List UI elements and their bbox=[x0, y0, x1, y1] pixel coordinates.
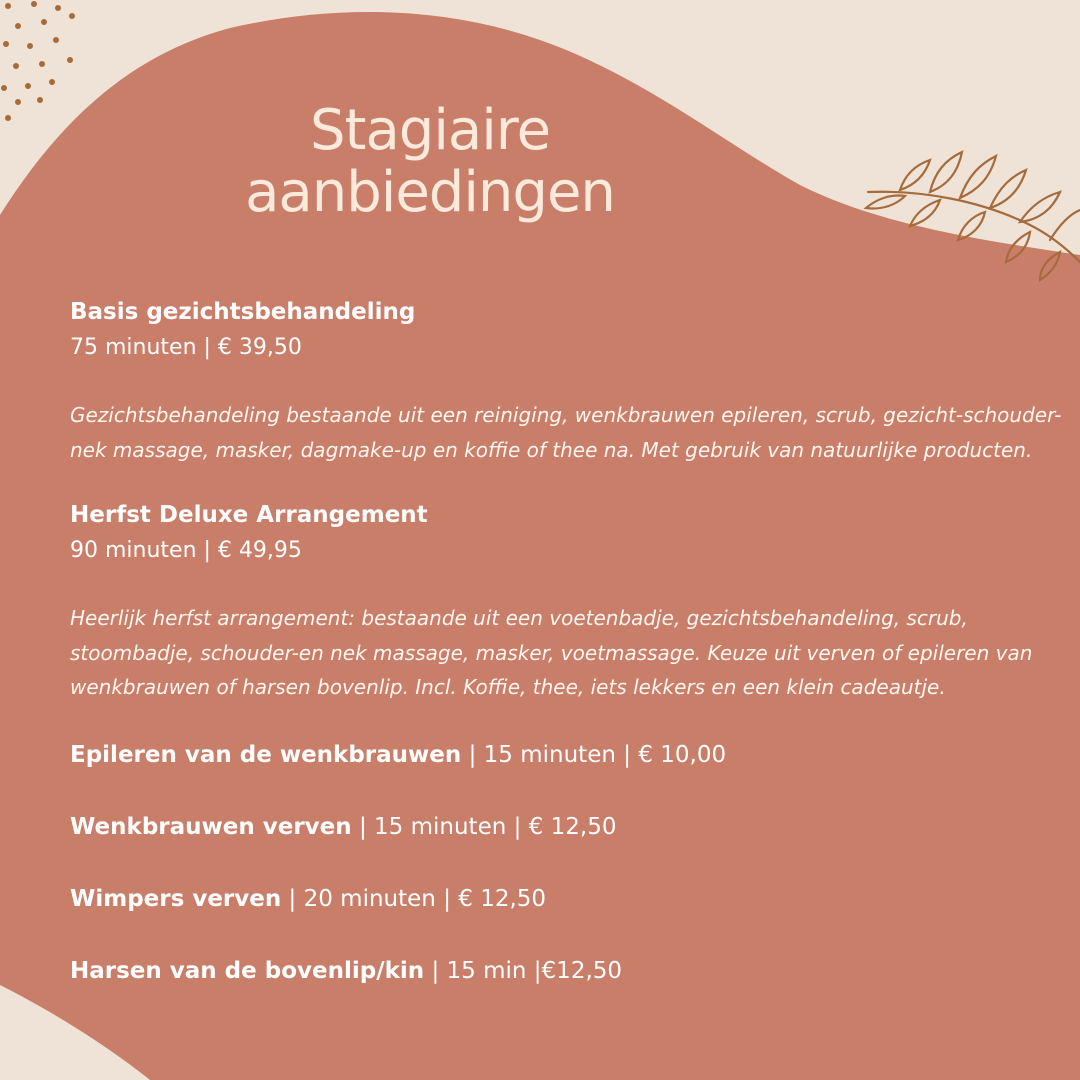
treatment-description: Gezichtsbehandeling bestaande uit een reiniging, wenkbrauwen epileren, scrub, gezicht-schouder-nek massage, masker, dagmake-up en koffie of thee na. Met gebruik van natuurlijke producten. bbox=[70, 403, 1062, 462]
title-line-1: Stagiaire bbox=[309, 98, 551, 163]
title-line-2: aanbiedingen bbox=[245, 160, 615, 225]
single-treatment-detail: | 15 min |€12,50 bbox=[424, 957, 623, 984]
single-treatment-detail: | 15 minuten | € 10,00 bbox=[461, 741, 727, 768]
single-treatment bbox=[70, 953, 1070, 989]
page-title bbox=[120, 100, 740, 224]
treatment-list bbox=[70, 294, 1070, 989]
single-treatment bbox=[70, 737, 1070, 773]
single-treatment-name: Wenkbrauwen verven bbox=[70, 813, 352, 840]
treatment-duration-price: 75 minuten | € 39,50 bbox=[70, 335, 302, 360]
single-treatment bbox=[70, 809, 1070, 845]
single-treatment-name: Epileren van de wenkbrauwen bbox=[70, 741, 462, 768]
single-treatment-name: Harsen van de bovenlip/kin bbox=[70, 957, 425, 984]
single-treatment-name: Wimpers verven bbox=[70, 885, 282, 912]
single-treatment-detail: | 20 minuten | € 12,50 bbox=[281, 885, 547, 912]
treatment-name: Basis gezichtsbehandeling bbox=[70, 299, 416, 325]
treatment-duration-price: 90 minuten | € 49,95 bbox=[70, 538, 302, 563]
treatment-description: Heerlijk herfst arrangement: bestaande uit een voetenbadje, gezichtsbehandeling, scrub, stoombadje, schouder-en nek massage, masker, voetmassage. Keuze uit verven of epileren van wenkbrauwen of harsen bovenlip. Incl. Koffie, thee, iets lekkers en een klein cadeautje. bbox=[70, 606, 1033, 699]
dot-pattern-icon bbox=[1, 1, 75, 121]
single-treatment bbox=[70, 881, 1070, 917]
treatment-name: Herfst Deluxe Arrangement bbox=[70, 502, 428, 528]
single-treatment-detail: | 15 minuten | € 12,50 bbox=[351, 813, 617, 840]
